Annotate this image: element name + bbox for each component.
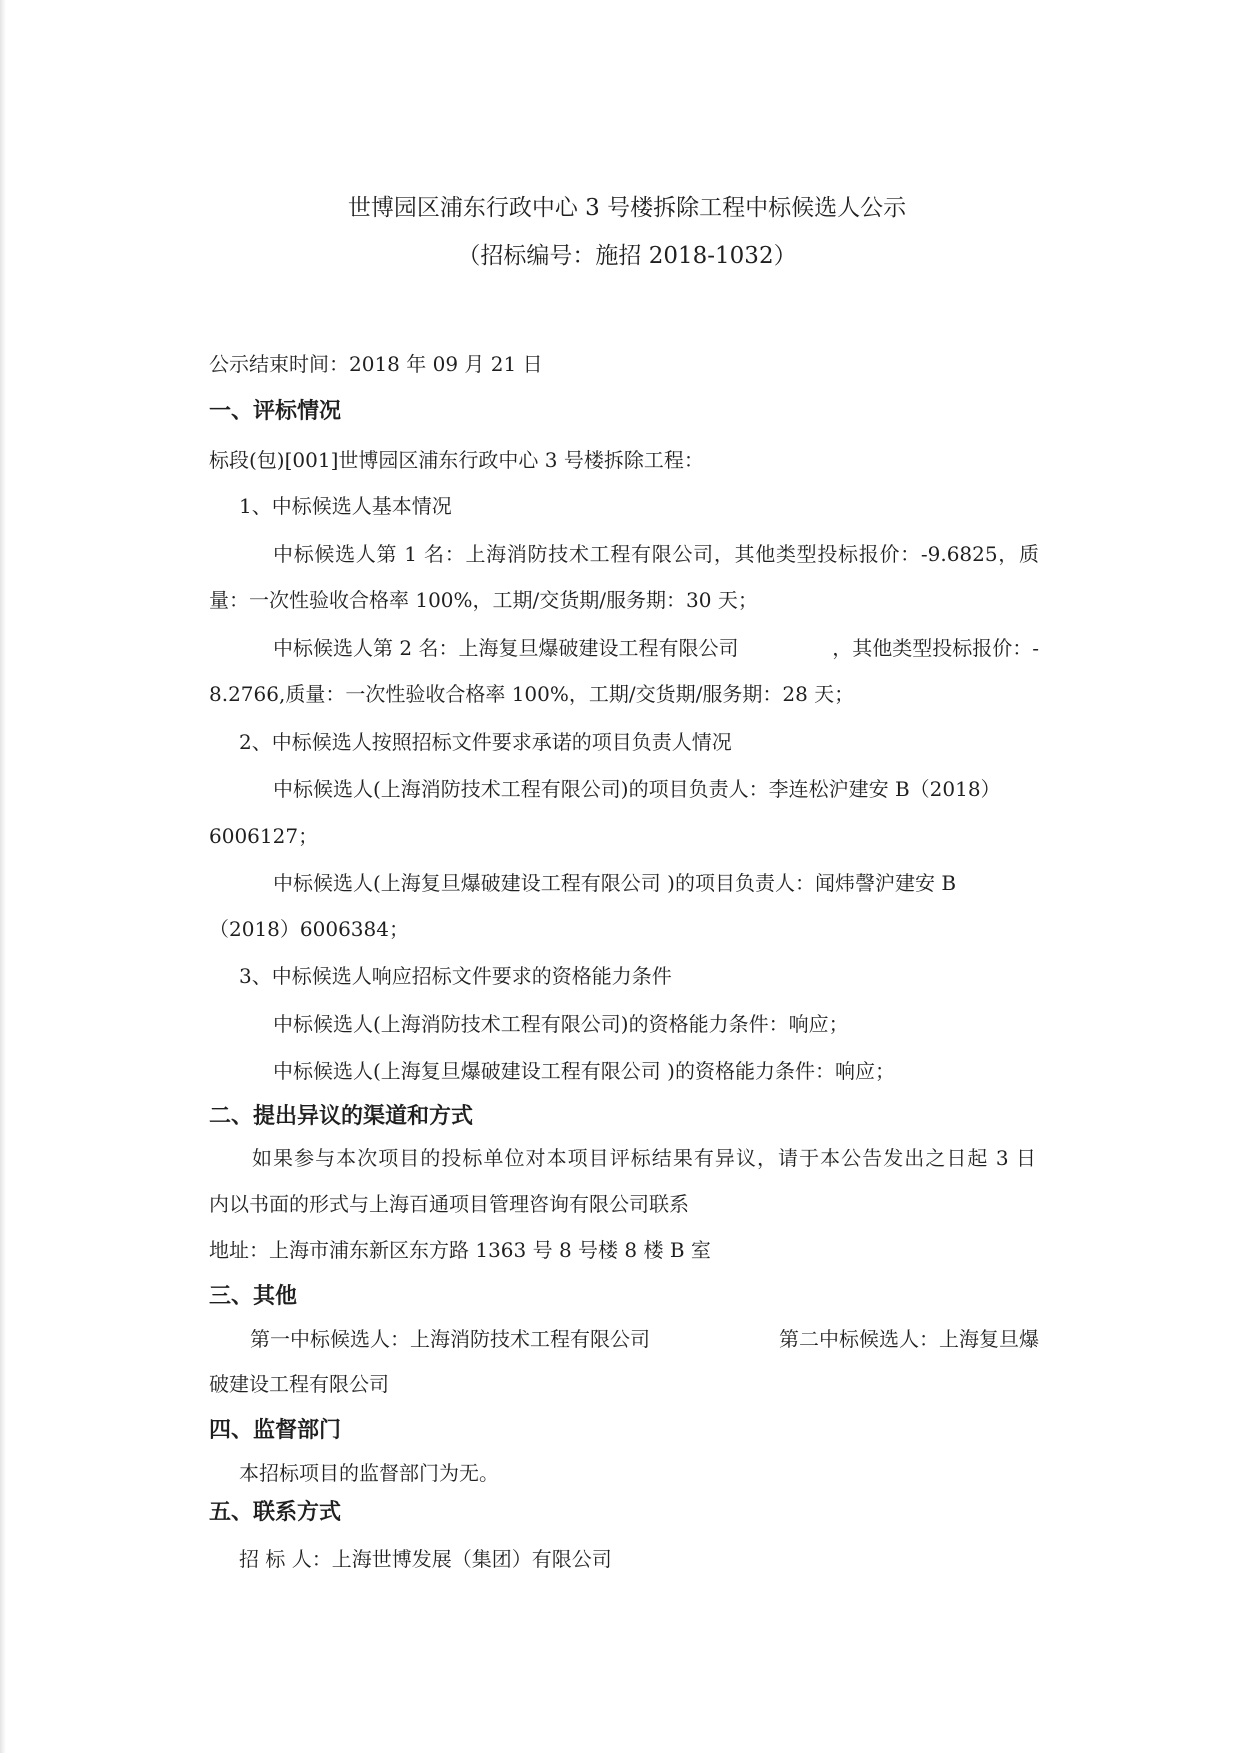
section-heading-supervision: 四、监督部门 xyxy=(209,1418,342,1443)
objection-line-1: 如果参与本次项目的投标单位对本项目评标结果有异议，请于本公告发出之日起 3 日 xyxy=(252,1146,1036,1170)
candidate-2-line-1 xyxy=(273,636,1039,660)
objection-address: 地址：上海市浦东新区东方路 1363 号 8 号楼 8 楼 B 室 xyxy=(209,1238,711,1262)
pm-2-line-2: （2018）6006384； xyxy=(209,917,409,941)
qualification-1: 中标候选人(上海消防技术工程有限公司)的资格能力条件：响应； xyxy=(273,1012,849,1036)
subheading-basic-info: 1、中标候选人基本情况 xyxy=(239,494,452,518)
second-candidate: 第二中标候选人：上海复旦爆 xyxy=(779,1327,1039,1351)
pm-1-line-1: 中标候选人(上海消防技术工程有限公司)的项目负责人：李连松沪建安 B（2018） xyxy=(273,777,1001,801)
candidate-2-line-2: 8.2766,质量：一次性验收合格率 100%，工期/交货期/服务期：28 天； xyxy=(209,682,855,706)
subheading-project-manager: 2、中标候选人按照招标文件要求承诺的项目负责人情况 xyxy=(239,730,732,754)
lot-description: 标段(包)[001]世博园区浦东行政中心 3 号楼拆除工程： xyxy=(209,448,704,472)
bid-number: （招标编号：施招 2018-1032） xyxy=(457,243,797,269)
scan-edge-shadow xyxy=(0,0,6,1753)
objection-line-2: 内以书面的形式与上海百通项目管理咨询有限公司联系 xyxy=(209,1192,689,1216)
other-line-2: 破建设工程有限公司 xyxy=(209,1372,389,1396)
pm-1-line-2: 6006127； xyxy=(209,824,319,848)
section-heading-objection: 二、提出异议的渠道和方式 xyxy=(209,1104,474,1129)
publicity-end-time: 公示结束时间：2018 年 09 月 21 日 xyxy=(209,352,543,376)
pm-2-line-1: 中标候选人(上海复旦爆破建设工程有限公司 )的项目负责人：闻炜謦沪建安 B xyxy=(273,871,957,895)
subheading-qualification: 3、中标候选人响应招标文件要求的资格能力条件 xyxy=(239,964,672,988)
section-heading-other: 三、其他 xyxy=(209,1284,298,1309)
document-title: 世博园区浦东行政中心 3 号楼拆除工程中标候选人公示 xyxy=(347,195,907,221)
section-heading-evaluation: 一、评标情况 xyxy=(209,399,342,424)
supervision-text: 本招标项目的监督部门为无。 xyxy=(239,1461,499,1485)
candidate-2-price-label: ，其他类型投标报价：- xyxy=(832,636,1039,660)
other-line-1 xyxy=(250,1327,1039,1351)
section-heading-contact: 五、联系方式 xyxy=(209,1500,342,1525)
candidate-1-line-2: 量：一次性验收合格率 100%，工期/交货期/服务期：30 天； xyxy=(209,588,758,612)
tenderer: 招 标 人：上海世博发展（集团）有限公司 xyxy=(239,1547,612,1571)
qualification-2: 中标候选人(上海复旦爆破建设工程有限公司 )的资格能力条件：响应； xyxy=(273,1059,895,1083)
first-candidate: 第一中标候选人：上海消防技术工程有限公司 xyxy=(250,1327,650,1351)
candidate-2-name: 中标候选人第 2 名：上海复旦爆破建设工程有限公司 xyxy=(273,636,739,660)
candidate-1-line-1: 中标候选人第 1 名：上海消防技术工程有限公司，其他类型投标报价：-9.6825，质 xyxy=(273,542,1039,566)
